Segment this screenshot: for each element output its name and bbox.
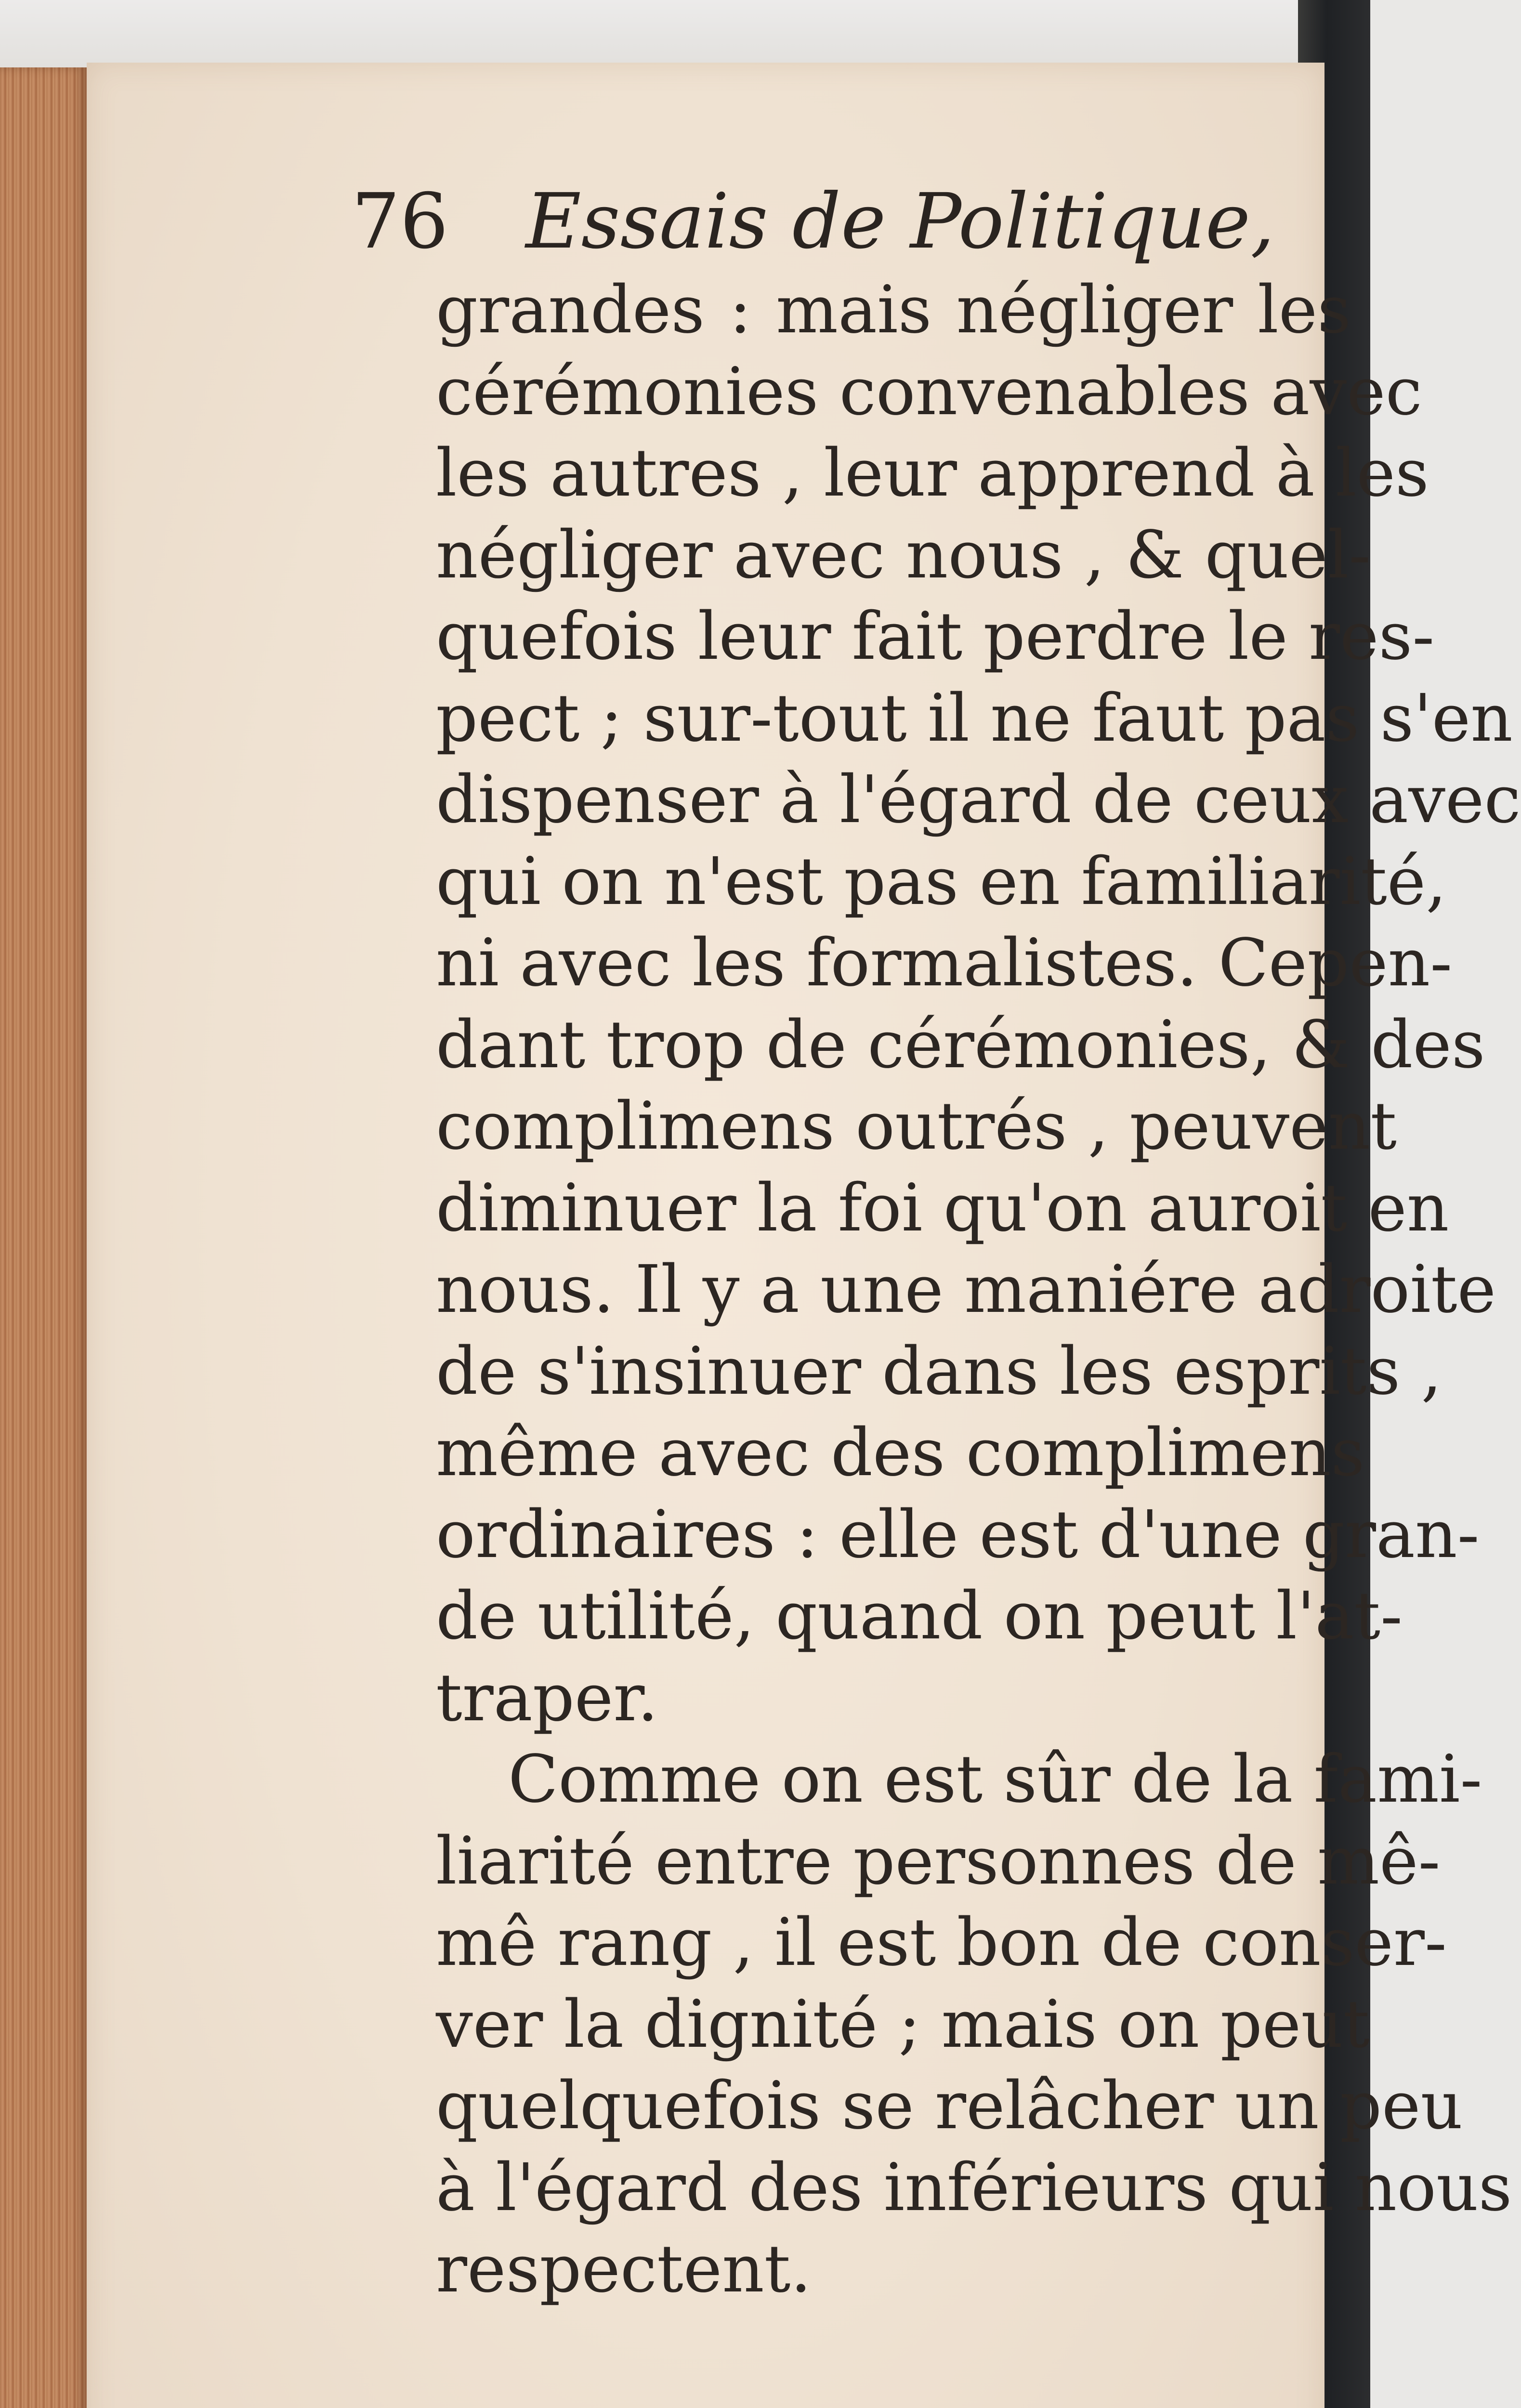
text-line: grandes : mais négliger les bbox=[436, 272, 1351, 348]
running-head bbox=[352, 173, 1275, 270]
page-fore-edge bbox=[0, 67, 87, 2408]
text-line: à l'égard des inférieurs qui nous bbox=[436, 2149, 1512, 2226]
paragraph-start-line: Comme on est sûr de la fami- bbox=[508, 1741, 1482, 1818]
text-line: complimens outrés , peuvent bbox=[436, 1088, 1397, 1165]
page-number: 76 bbox=[352, 177, 449, 266]
body-text bbox=[436, 270, 1521, 2311]
text-line: mê rang , il est bon de conser- bbox=[436, 1905, 1447, 1981]
running-title: Essais de Politique, bbox=[525, 177, 1275, 266]
text-line: ni avec les formalistes. Cepen- bbox=[436, 925, 1453, 1001]
text-line: même avec des complimens bbox=[436, 1415, 1365, 1491]
text-line: négliger avec nous , & quel- bbox=[436, 517, 1371, 593]
text-line: respectent. bbox=[436, 2231, 812, 2307]
text-line: quefois leur fait perdre le res- bbox=[436, 599, 1435, 675]
scanner-background-top bbox=[0, 0, 1370, 67]
text-line: qui on n'est pas en familiarité, bbox=[436, 843, 1447, 920]
text-line: dispenser à l'égard de ceux avec bbox=[436, 762, 1521, 838]
text-line: liarité entre personnes de mê- bbox=[436, 1823, 1441, 1899]
text-line: ordinaires : elle est d'une gran- bbox=[436, 1496, 1480, 1573]
text-line: dant trop de cérémonies, & des bbox=[436, 1007, 1485, 1083]
text-line: de utilité, quand on peut l'at- bbox=[436, 1578, 1403, 1654]
text-line: traper. bbox=[436, 1660, 658, 1736]
text-line: pect ; sur-tout il ne faut pas s'en bbox=[436, 680, 1513, 757]
text-line: cérémonies convenables avec bbox=[436, 353, 1422, 430]
text-line: les autres , leur apprend à les bbox=[436, 435, 1429, 511]
text-line: quelquefois se relâcher un peu bbox=[436, 2068, 1463, 2144]
text-line: de s'insinuer dans les esprits , bbox=[436, 1333, 1442, 1410]
text-line: ver la dignité ; mais on peut bbox=[436, 1986, 1370, 2063]
text-line: diminuer la foi qu'on auroit en bbox=[436, 1170, 1449, 1246]
text-line: nous. Il y a une maniére adroite bbox=[436, 1252, 1496, 1328]
